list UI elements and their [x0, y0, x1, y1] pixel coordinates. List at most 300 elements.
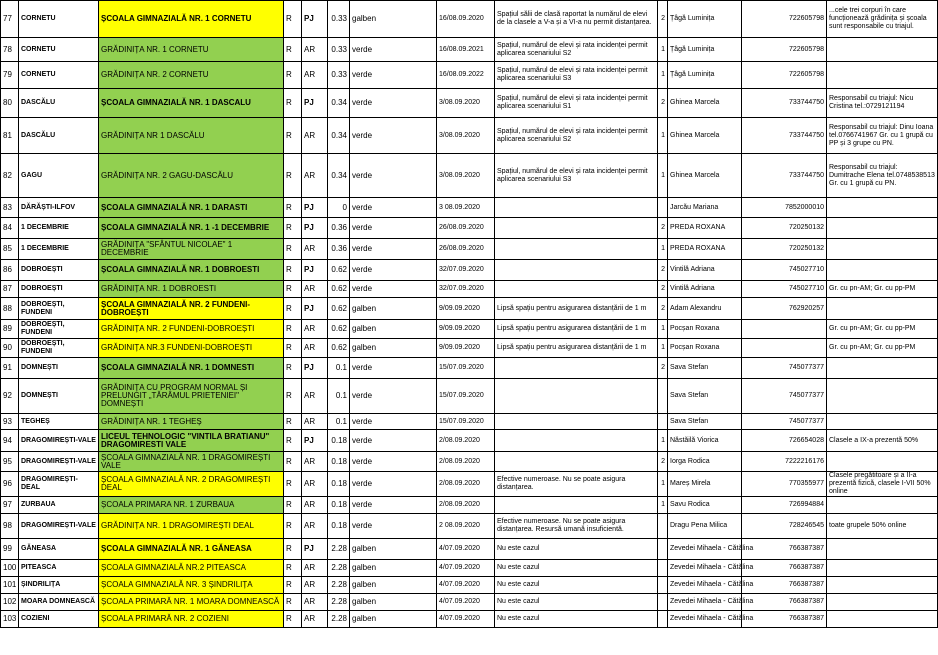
notes-cell [827, 38, 938, 62]
legal-status-cell: AR [302, 414, 328, 430]
environment-cell: R [284, 1, 302, 38]
observations-cell: Spațiul sălii de clasă raportat la numărul de elevi de la clasele a V-a și a VI-a nu permit distanțarea. [495, 1, 658, 38]
scenario-cell: verde [350, 38, 437, 62]
table-row [1, 514, 938, 539]
contact-person-cell: Sava Stefan [668, 379, 742, 414]
scenario-cell: verde [350, 198, 437, 218]
meeting-date-cell: 2 08.09.2020 [437, 514, 495, 539]
observations-cell [495, 379, 658, 414]
legal-status-cell: PJ [302, 89, 328, 118]
phone-cell: 770355977 [742, 472, 827, 497]
count-cell: 1 [658, 38, 668, 62]
table-row [1, 611, 938, 628]
school-unit-cell: ȘCOALA GIMNAZIALĂ NR. 1 DARASTI [99, 198, 284, 218]
observations-cell: Spațiul, numărul de elevi și rata incidenței permit aplicarea scenariului S2 [495, 118, 658, 154]
meeting-date-cell: 2/08.09.2020 [437, 452, 495, 472]
incidence-cell: 0.62 [328, 281, 350, 298]
table-row [1, 218, 938, 239]
incidence-cell: 0.18 [328, 452, 350, 472]
phone-cell: 745077377 [742, 414, 827, 430]
meeting-date-cell: 16/08.09.2020 [437, 1, 495, 38]
phone-cell: 745077377 [742, 358, 827, 379]
observations-cell: Spațiul, numărul de elevi și rata incidenței permit aplicarea scenariului S3 [495, 154, 658, 198]
table-row [1, 358, 938, 379]
legal-status-cell: AR [302, 154, 328, 198]
incidence-cell: 0.33 [328, 38, 350, 62]
school-unit-cell: GRĂDINIȚA NR. 1 CORNETU [99, 38, 284, 62]
school-unit-cell: ȘCOALA GIMNAZIALĂ NR. 1 DRAGOMIREȘTI VALE [99, 452, 284, 472]
scenario-cell: galben [350, 594, 437, 611]
school-unit-cell: GRĂDINIȚA NR 1 DASCĂLU [99, 118, 284, 154]
phone-cell: 766387387 [742, 611, 827, 628]
notes-cell [827, 218, 938, 239]
table-row [1, 560, 938, 577]
row-number: 96 [1, 472, 19, 497]
table-row [1, 320, 938, 339]
phone-cell [742, 320, 827, 339]
incidence-cell: 2.28 [328, 560, 350, 577]
contact-person-cell: Adam Alexandru [668, 298, 742, 320]
locality-cell: GAGU [19, 154, 99, 198]
scenario-cell: verde [350, 239, 437, 260]
count-cell [658, 514, 668, 539]
phone-cell: 745027710 [742, 281, 827, 298]
contact-person-cell: Țâgă Luminița [668, 62, 742, 89]
environment-cell: R [284, 339, 302, 358]
legal-status-cell: AR [302, 38, 328, 62]
row-number: 103 [1, 611, 19, 628]
meeting-date-cell: 26/08.09.2020 [437, 218, 495, 239]
observations-cell: Nu este cazul [495, 539, 658, 560]
scenario-cell: verde [350, 89, 437, 118]
scenario-cell: verde [350, 218, 437, 239]
legal-status-cell: AR [302, 320, 328, 339]
environment-cell: R [284, 497, 302, 514]
meeting-date-cell: 9/09.09.2020 [437, 298, 495, 320]
locality-cell: DOMNEȘTI [19, 379, 99, 414]
incidence-cell: 2.28 [328, 611, 350, 628]
meeting-date-cell: 15/07.09.2020 [437, 358, 495, 379]
count-cell [658, 198, 668, 218]
contact-person-cell: Mareș Mirela [668, 472, 742, 497]
legal-status-cell: AR [302, 594, 328, 611]
row-number: 87 [1, 281, 19, 298]
table-row [1, 379, 938, 414]
phone-cell: 722605798 [742, 38, 827, 62]
legal-status-cell: AR [302, 281, 328, 298]
row-number: 86 [1, 260, 19, 281]
table-row [1, 154, 938, 198]
notes-cell: Responsabil cu triajul: Dumitrache Elena tel.0748538513 Gr. cu 1 grupă cu PN. [827, 154, 938, 198]
count-cell: 1 [658, 339, 668, 358]
environment-cell: R [284, 539, 302, 560]
observations-cell [495, 414, 658, 430]
notes-cell: Gr. cu pn-AM; Gr. cu pp-PM [827, 339, 938, 358]
row-number: 101 [1, 577, 19, 594]
environment-cell: R [284, 560, 302, 577]
incidence-cell: 0.18 [328, 514, 350, 539]
observations-cell [495, 260, 658, 281]
contact-person-cell: Jarcău Mariana [668, 198, 742, 218]
count-cell: 1 [658, 239, 668, 260]
scenario-cell: galben [350, 560, 437, 577]
phone-cell: 722605798 [742, 1, 827, 38]
incidence-cell: 0.33 [328, 62, 350, 89]
locality-cell: CORNETU [19, 38, 99, 62]
phone-cell: 733744750 [742, 118, 827, 154]
row-number: 80 [1, 89, 19, 118]
meeting-date-cell: 32/07.09.2020 [437, 260, 495, 281]
table-row [1, 239, 938, 260]
table-row [1, 472, 938, 497]
incidence-cell: 0 [328, 198, 350, 218]
environment-cell: R [284, 218, 302, 239]
count-cell: 2 [658, 218, 668, 239]
incidence-cell: 0.1 [328, 414, 350, 430]
count-cell: 2 [658, 1, 668, 38]
scenario-cell: verde [350, 358, 437, 379]
count-cell [658, 611, 668, 628]
contact-person-cell: PREDA ROXANA [668, 239, 742, 260]
scenario-cell: verde [350, 430, 437, 452]
scenario-cell: verde [350, 260, 437, 281]
row-number: 85 [1, 239, 19, 260]
count-cell: 2 [658, 358, 668, 379]
meeting-date-cell: 3 08.09.2020 [437, 198, 495, 218]
legal-status-cell: AR [302, 379, 328, 414]
meeting-date-cell: 15/07.09.2020 [437, 414, 495, 430]
meeting-date-cell: 4/07.09.2020 [437, 577, 495, 594]
legal-status-cell: AR [302, 611, 328, 628]
phone-cell: 733744750 [742, 154, 827, 198]
notes-cell [827, 62, 938, 89]
notes-cell [827, 497, 938, 514]
count-cell: 2 [658, 452, 668, 472]
notes-cell [827, 594, 938, 611]
environment-cell: R [284, 298, 302, 320]
notes-cell [827, 358, 938, 379]
incidence-cell: 0.36 [328, 218, 350, 239]
environment-cell: R [284, 358, 302, 379]
table-row [1, 38, 938, 62]
observations-cell: Lipsă spațiu pentru asigurarea distanțării de 1 m [495, 320, 658, 339]
observations-cell [495, 452, 658, 472]
locality-cell: DOBROEȘTI, FUNDENI [19, 298, 99, 320]
scenario-cell: verde [350, 62, 437, 89]
school-unit-cell: GRĂDINIȚA NR. 1 DRAGOMIREȘTI DEAL [99, 514, 284, 539]
contact-person-cell: Pocșan Roxana [668, 339, 742, 358]
count-cell: 2 [658, 281, 668, 298]
observations-cell: Nu este cazul [495, 560, 658, 577]
school-unit-cell: ȘCOALA GIMNAZIALĂ NR. 2 FUNDENI-DOBROEȘTI [99, 298, 284, 320]
incidence-cell: 2.28 [328, 539, 350, 560]
count-cell [658, 560, 668, 577]
locality-cell: DOBROEȘTI [19, 260, 99, 281]
row-number: 97 [1, 497, 19, 514]
observations-cell [495, 281, 658, 298]
environment-cell: R [284, 281, 302, 298]
count-cell [658, 594, 668, 611]
scenario-cell: verde [350, 379, 437, 414]
meeting-date-cell: 16/08.09.2021 [437, 38, 495, 62]
scenario-cell: verde [350, 414, 437, 430]
notes-cell [827, 452, 938, 472]
incidence-cell: 0.62 [328, 260, 350, 281]
count-cell: 1 [658, 320, 668, 339]
row-number: 82 [1, 154, 19, 198]
contact-person-cell: Năstăilă Viorica [668, 430, 742, 452]
observations-cell: Efective numeroase. Nu se poate asigura distanțarea. Resursă umană insuficientă. [495, 514, 658, 539]
school-unit-cell: GRĂDINIȚA NR. 1 TEGHEȘ [99, 414, 284, 430]
legal-status-cell: AR [302, 239, 328, 260]
table-row [1, 1, 938, 38]
scenario-cell: verde [350, 514, 437, 539]
notes-cell [827, 611, 938, 628]
school-unit-cell: ȘCOALA GIMNAZIALĂ NR. 1 GĂNEASA [99, 539, 284, 560]
observations-cell: Lipsă spațiu pentru asigurarea distanțării de 1 m [495, 339, 658, 358]
observations-cell [495, 497, 658, 514]
locality-cell: DOBROEȘTI, FUNDENI [19, 339, 99, 358]
environment-cell: R [284, 611, 302, 628]
row-number: 92 [1, 379, 19, 414]
count-cell: 1 [658, 154, 668, 198]
notes-cell: Clasele a IX-a prezentă 50% [827, 430, 938, 452]
contact-person-cell: Ghinea Marcela [668, 89, 742, 118]
legal-status-cell: PJ [302, 260, 328, 281]
observations-cell: Efective numeroase. Nu se poate asigura distanțarea. [495, 472, 658, 497]
legal-status-cell: AR [302, 472, 328, 497]
school-unit-cell: ȘCOALA GIMNAZIALĂ NR. 1 -1 DECEMBRIE [99, 218, 284, 239]
environment-cell: R [284, 472, 302, 497]
environment-cell: R [284, 594, 302, 611]
count-cell [658, 577, 668, 594]
notes-cell [827, 298, 938, 320]
count-cell [658, 539, 668, 560]
row-number: 90 [1, 339, 19, 358]
count-cell: 2 [658, 89, 668, 118]
phone-cell: 766387387 [742, 594, 827, 611]
scenario-cell: galben [350, 339, 437, 358]
meeting-date-cell: 3/08.09.2020 [437, 89, 495, 118]
observations-cell: Nu este cazul [495, 577, 658, 594]
meeting-date-cell: 32/07.09.2020 [437, 281, 495, 298]
meeting-date-cell: 9/09.09.2020 [437, 339, 495, 358]
school-unit-cell: GRĂDINIȚA NR. 2 GAGU-DASCĂLU [99, 154, 284, 198]
scenario-cell: galben [350, 611, 437, 628]
row-number: 99 [1, 539, 19, 560]
row-number: 100 [1, 560, 19, 577]
legal-status-cell: AR [302, 118, 328, 154]
count-cell: 2 [658, 298, 668, 320]
observations-cell: Nu este cazul [495, 611, 658, 628]
notes-cell: Responsabil cu triajul: Nicu Cristina tel.:0729121194 [827, 89, 938, 118]
table-row [1, 62, 938, 89]
environment-cell: R [284, 62, 302, 89]
observations-cell [495, 239, 658, 260]
phone-cell: 766387387 [742, 577, 827, 594]
locality-cell: COZIENI [19, 611, 99, 628]
contact-person-cell: PREDA ROXANA [668, 218, 742, 239]
count-cell: 1 [658, 118, 668, 154]
locality-cell: ZURBAUA [19, 497, 99, 514]
contact-person-cell: Zevedei Mihaela - Cătălina [668, 539, 742, 560]
observations-cell: Nu este cazul [495, 594, 658, 611]
meeting-date-cell: 4/07.09.2020 [437, 560, 495, 577]
phone-cell: 720250132 [742, 218, 827, 239]
environment-cell: R [284, 379, 302, 414]
phone-cell: 726654028 [742, 430, 827, 452]
school-unit-cell: GRĂDINIȚA "SFÂNTUL NICOLAE" 1 DECEMBRIE [99, 239, 284, 260]
row-number: 83 [1, 198, 19, 218]
incidence-cell: 0.1 [328, 379, 350, 414]
row-number: 94 [1, 430, 19, 452]
legal-status-cell: AR [302, 514, 328, 539]
table-row [1, 452, 938, 472]
count-cell: 1 [658, 497, 668, 514]
meeting-date-cell: 26/08.09.2020 [437, 239, 495, 260]
row-number: 77 [1, 1, 19, 38]
meeting-date-cell: 2/08.09.2020 [437, 430, 495, 452]
meeting-date-cell: 3/08.09.2020 [437, 118, 495, 154]
count-cell [658, 414, 668, 430]
school-unit-cell: ȘCOALA GIMNAZIALĂ NR.2 PITEASCA [99, 560, 284, 577]
table-row [1, 198, 938, 218]
contact-person-cell: Pocșan Roxana [668, 320, 742, 339]
contact-person-cell: Dragu Pena Milica [668, 514, 742, 539]
incidence-cell: 0.18 [328, 497, 350, 514]
incidence-cell: 0.1 [328, 358, 350, 379]
row-number: 102 [1, 594, 19, 611]
school-unit-cell: GRĂDINIȚA NR.3 FUNDENI-DOBROEȘTI [99, 339, 284, 358]
incidence-cell: 0.18 [328, 472, 350, 497]
school-unit-cell: ȘCOALA PRIMARĂ NR. 2 COZIENI [99, 611, 284, 628]
school-unit-cell: ȘCOALA PRIMARĂ NR. 1 MOARA DOMNEASCĂ [99, 594, 284, 611]
contact-person-cell: Zevedei Mihaela - Cătălina [668, 577, 742, 594]
meeting-date-cell: 4/07.09.2020 [437, 539, 495, 560]
notes-cell: Gr. cu pn-AM; Gr. cu pp-PM [827, 320, 938, 339]
contact-person-cell: Vintilă Adriana [668, 281, 742, 298]
table-row [1, 260, 938, 281]
school-unit-cell: ȘCOALA GIMNAZIALĂ NR. 1 DOBROESTI [99, 260, 284, 281]
table-row [1, 298, 938, 320]
locality-cell: DĂRĂȘTI-ILFOV [19, 198, 99, 218]
row-number: 95 [1, 452, 19, 472]
school-unit-cell: GRĂDINIȚA NR. 1 DOBROESTI [99, 281, 284, 298]
environment-cell: R [284, 154, 302, 198]
notes-cell [827, 198, 938, 218]
locality-cell: 1 DECEMBRIE [19, 218, 99, 239]
phone-cell: 745027710 [742, 260, 827, 281]
notes-cell: Gr. cu pn-AM; Gr. cu pp-PM [827, 281, 938, 298]
table-row [1, 497, 938, 514]
table-row [1, 89, 938, 118]
table-row [1, 577, 938, 594]
table-row [1, 539, 938, 560]
row-number: 84 [1, 218, 19, 239]
legal-status-cell: AR [302, 452, 328, 472]
environment-cell: R [284, 452, 302, 472]
notes-cell [827, 560, 938, 577]
contact-person-cell: Țâgă Luminița [668, 38, 742, 62]
environment-cell: R [284, 320, 302, 339]
school-unit-cell: GRĂDINIȚA CU PROGRAM NORMAL ȘI PRELUNGIT „TĂRÂMUL PRIETENIEI" DOMNEȘTI [99, 379, 284, 414]
notes-cell [827, 260, 938, 281]
meeting-date-cell: 4/07.09.2020 [437, 611, 495, 628]
incidence-cell: 0.62 [328, 320, 350, 339]
incidence-cell: 0.62 [328, 339, 350, 358]
legal-status-cell: PJ [302, 1, 328, 38]
meeting-date-cell: 2/08.09.2020 [437, 497, 495, 514]
locality-cell: DOBROEȘTI, FUNDENI [19, 320, 99, 339]
locality-cell: DRAGOMIREȘTI-VALE [19, 430, 99, 452]
notes-cell [827, 379, 938, 414]
meeting-date-cell: 2/08.09.2020 [437, 472, 495, 497]
phone-cell [742, 339, 827, 358]
contact-person-cell: Sava Stefan [668, 358, 742, 379]
legal-status-cell: AR [302, 497, 328, 514]
school-unit-cell: ȘCOALA GIMNAZIALĂ NR. 1 DOMNESTI [99, 358, 284, 379]
incidence-cell: 0.34 [328, 118, 350, 154]
count-cell: 1 [658, 430, 668, 452]
notes-cell: Clasele pregătitoare și a II-a prezentă fizică, clasele I-VII 50% online [827, 472, 938, 497]
observations-cell: Spațiul, numărul de elevi și rata incidenței permit aplicarea scenariului S2 [495, 38, 658, 62]
scenario-cell: galben [350, 1, 437, 38]
legal-status-cell: PJ [302, 358, 328, 379]
table-row [1, 414, 938, 430]
phone-cell: 720250132 [742, 239, 827, 260]
locality-cell: DASCĂLU [19, 89, 99, 118]
locality-cell: PITEASCA [19, 560, 99, 577]
observations-cell: Spațiul, numărul de elevi și rata incidenței permit aplicarea scenariului S1 [495, 89, 658, 118]
phone-cell: 726994884 [742, 497, 827, 514]
count-cell: 1 [658, 472, 668, 497]
locality-cell: DASCĂLU [19, 118, 99, 154]
meeting-date-cell: 3/08.09.2020 [437, 154, 495, 198]
phone-cell: 762920257 [742, 298, 827, 320]
locality-cell: 1 DECEMBRIE [19, 239, 99, 260]
legal-status-cell: AR [302, 62, 328, 89]
contact-person-cell: Zevedei Mihaela - Cătălina [668, 611, 742, 628]
scenario-cell: verde [350, 154, 437, 198]
locality-cell: CORNETU [19, 62, 99, 89]
row-number: 88 [1, 298, 19, 320]
observations-cell: Lipsă spațiu pentru asigurarea distanțării de 1 m [495, 298, 658, 320]
meeting-date-cell: 16/08.09.2022 [437, 62, 495, 89]
contact-person-cell: Vintilă Adriana [668, 260, 742, 281]
incidence-cell: 0.18 [328, 430, 350, 452]
contact-person-cell: Zevedei Mihaela - Cătălina [668, 594, 742, 611]
phone-cell: 766387387 [742, 539, 827, 560]
locality-cell: CORNETU [19, 1, 99, 38]
environment-cell: R [284, 118, 302, 154]
phone-cell: 7222216176 [742, 452, 827, 472]
environment-cell: R [284, 38, 302, 62]
notes-cell: toate grupele 50% online [827, 514, 938, 539]
table-row [1, 281, 938, 298]
notes-cell [827, 577, 938, 594]
scenario-cell: verde [350, 472, 437, 497]
table-row [1, 118, 938, 154]
incidence-cell: 0.62 [328, 298, 350, 320]
scenario-cell: galben [350, 320, 437, 339]
contact-person-cell: Ghinea Marcela [668, 154, 742, 198]
observations-cell [495, 430, 658, 452]
locality-cell: ȘINDRILIȚA [19, 577, 99, 594]
incidence-cell: 0.34 [328, 89, 350, 118]
row-number: 93 [1, 414, 19, 430]
school-unit-cell: ȘCOALA GIMNAZIALĂ NR. 2 DRAGOMIREȘTI DEAL [99, 472, 284, 497]
table-row [1, 430, 938, 452]
